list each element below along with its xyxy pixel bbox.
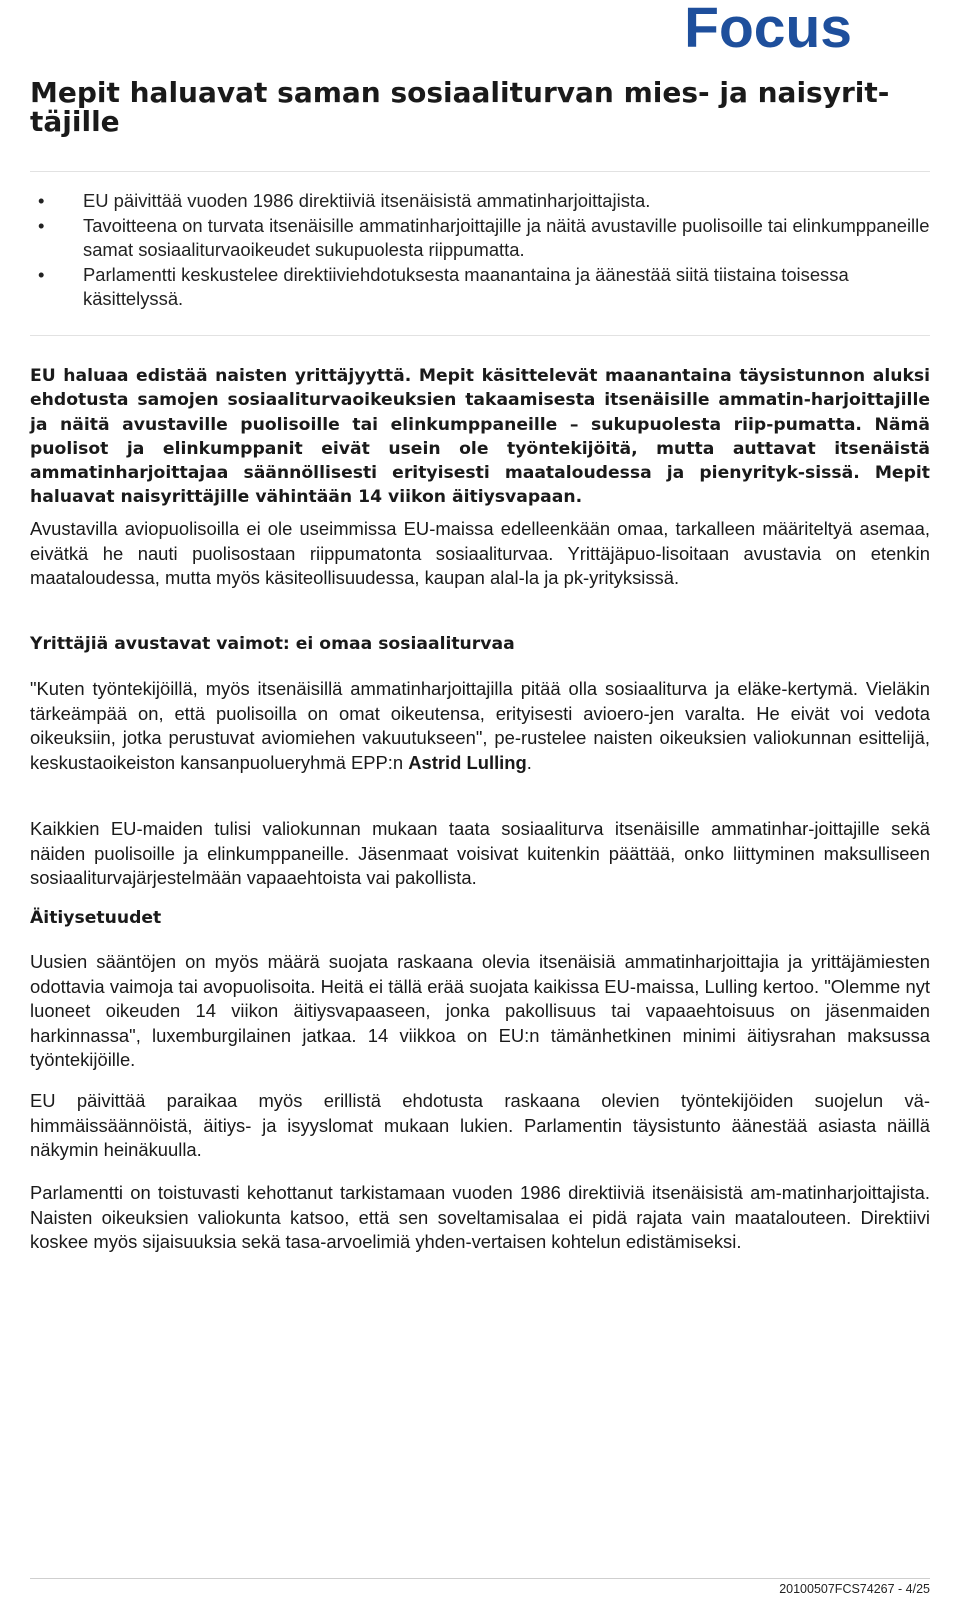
body-paragraph: Uusien sääntöjen on myös määrä suojata raskaana olevia itsenäisiä ammatinharjoittajia ja yrittäjämiesten odottavia vaimoja tai avopuolisoita. Heitä ei tällä erää suojata kaikissa EU-maissa, Lulling kertoo. "Olemme nyt luoneet oikeuden 14 viikon äitiysvapaaseen, jonka pakollisuus tai vapaaehtoisuus on jäsenmaiden harkinnassa", luxemburgilainen jatkaa. 14 viikkoa on EU:n tämänhetkinen minimi äitiysrahan maksussa työntekijöille. <box>30 951 930 1070</box>
brand-title: Focus <box>684 0 852 60</box>
bullet-text: Tavoitteena on turvata itsenäisille ammatinharjoittajille ja näitä avustaville puolisoille tai elinkumppaneille samat sosiaaliturvaoikeudet sukupuolesta riippumatta. <box>83 214 930 260</box>
list-item <box>30 214 930 263</box>
list-item <box>30 263 930 312</box>
subheading: Äitiysetuudet <box>30 908 162 928</box>
summary-bullets <box>30 189 930 312</box>
bullet-icon: • <box>38 214 45 236</box>
page-reference: 20100507FCS74267 - 4/25 <box>779 1582 930 1596</box>
footer-divider <box>30 1578 930 1579</box>
divider-bottom <box>30 335 930 336</box>
subheading: Yrittäjiä avustavat vaimot: ei omaa sosiaaliturvaa <box>30 634 515 654</box>
bullet-icon: • <box>38 190 45 211</box>
body-paragraph: EU päivittää paraikaa myös erillistä ehdotusta raskaana olevien työntekijöiden suojelun vä-himmäissäännöistä, äitiys- ja isyyslomat mukaan lukien. Parlamentin täysistunto äänestää asiasta näillä näkymin heinäkuulla. <box>30 1090 930 1160</box>
list-item <box>30 189 930 214</box>
bullet-icon: • <box>38 263 45 285</box>
article-title: Mepit haluavat saman sosiaaliturvan mies- ja naisyrit-täjille <box>30 76 890 138</box>
bullet-text: Parlamentti keskustelee direktiiviehdotuksesta maanantaina ja äänestää siitä tiistaina toisessa käsittelyssä. <box>83 263 849 309</box>
divider-top <box>30 171 930 172</box>
bullet-text: EU päivittää vuoden 1986 direktiiviä itsenäisistä ammatinharjoittajista. <box>83 190 651 211</box>
body-paragraph: Kaikkien EU-maiden tulisi valiokunnan mukaan taata sosiaaliturva itsenäisille ammatinhar-joittajille sekä näiden puolisoille ja elinkumppaneille. Jäsenmaat voisivat kuitenkin päättää, onko liittyminen maksulliseen sosiaaliturvajärjestelmään vapaaehtoista vai pakollista. <box>30 818 930 888</box>
body-paragraph: Parlamentti on toistuvasti kehottanut tarkistamaan vuoden 1986 direktiiviä itsenäisistä am-matinharjoittajista. Naisten oikeuksien valiokunta katsoo, että sen soveltamisalaa ei pidä rajata vain maatalouteen. Direktiivi koskee myös sijaisuuksia sekä tasa-arvoelimiä yhden-vertaisen kohtelun edistämiseksi. <box>30 1182 930 1252</box>
quote-text: "Kuten työntekijöillä, myös itsenäisillä ammatinharjoittajilla pitää olla sosiaaliturva ja eläke-kertymä. Vieläkin tärkeämpää on, että puolisoilla on omat oikeutensa, erityisesti avioero-jen varalta. He eivät voi vedota oikeuksiin, jotka perustuvat aviomiehen vakuutukseen", pe-rustelee naisten oikeuksien valiokunnan esittelijä, keskustaoikeiston kansanpuolueryhmä EPP:n <box>30 678 930 773</box>
quote-end: . <box>526 751 532 773</box>
quote-paragraph <box>30 677 930 775</box>
lead-paragraph: EU haluaa edistää naisten yrittäjyyttä. Mepit käsittelevät maanantaina täysistunnon aluksi ehdotusta samojen sosiaaliturvaoikeuksien takaamisesta itsenäisille ammatin-harjoittajille ja näitä avustaville puolisoille tai elinkumppaneille – sukupuolesta riip-pumatta. Nämä puolisot ja elinkumppanit eivät usein ole työntekijöitä, mutta auttavat itsenäistä ammatinharjoittajaa säännöllisesti erityisesti maataloudessa ja pienyrityk-sissä. Mepit haluavat naisyrittäjille vähintään 14 viikon äitiysvapaan. <box>30 366 930 508</box>
rapporteur-name: Astrid Lulling <box>408 751 527 773</box>
body-paragraph: Avustavilla aviopuolisoilla ei ole useimmissa EU-maissa edelleenkään omaa, tarkalleen määriteltyä asemaa, eivätkä he nauti puolisostaan riippumatonta sosiaaliturvaa. Yrittäjäpuo-lisoitaan avustavia on etenkin maataloudessa, mutta myös käsiteollisuudessa, kaupan alal-la ja pk-yrityksissä. <box>30 518 930 588</box>
